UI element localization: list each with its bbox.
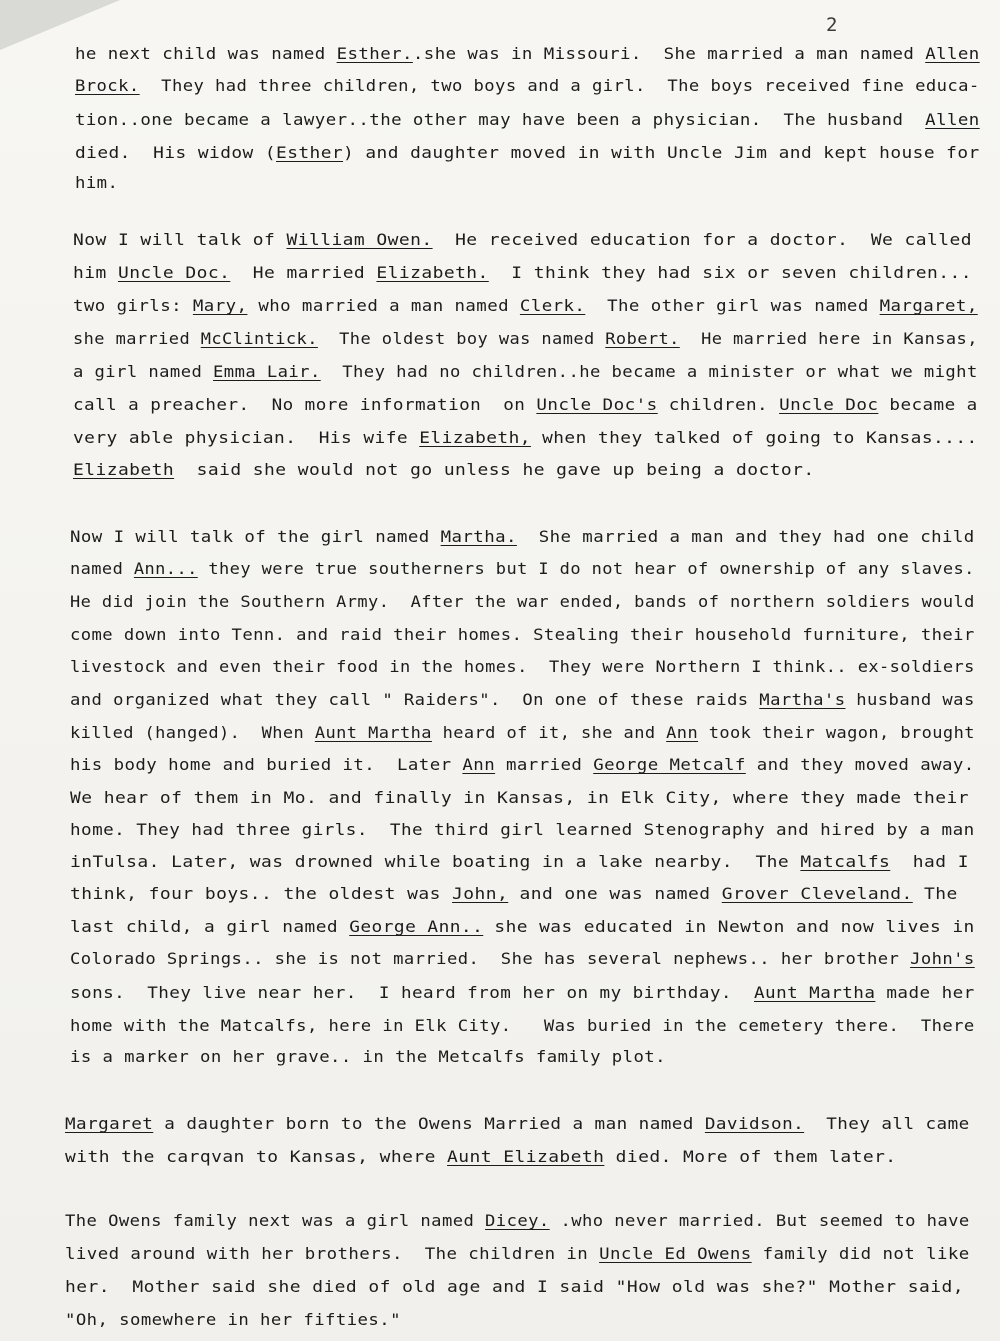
text-line — [70, 1047, 666, 1067]
text-segment: made her — [875, 983, 975, 1002]
text-line — [73, 230, 972, 250]
text-segment: ) and daughter moved in with Uncle Jim and kept house for — [343, 143, 980, 162]
underlined-name: Emma Lair. — [213, 362, 321, 381]
text-segment: .who never married. But seemed to have — [549, 1211, 970, 1230]
underlined-name: Ann... — [133, 559, 198, 578]
text-segment: his body home and buried it. Later — [70, 755, 463, 774]
text-line — [65, 1277, 964, 1297]
text-segment: .she was in Missouri. She married a man named — [412, 44, 926, 63]
text-segment: The — [912, 884, 958, 903]
text-segment: him — [73, 263, 118, 282]
text-segment: she was educated in Newton and now lives in — [483, 917, 975, 936]
text-segment: she married — [73, 329, 201, 348]
text-line — [70, 852, 969, 872]
text-segment: call a preacher. No more information on — [73, 395, 537, 414]
underlined-name: Margaret — [65, 1114, 154, 1133]
underlined-name: Allen — [925, 110, 980, 129]
text-line — [73, 428, 978, 448]
text-segment: heard of it, she and — [431, 723, 667, 742]
text-segment: died. More of them later. — [604, 1147, 897, 1166]
text-line — [75, 76, 980, 96]
text-segment: died. His widow ( — [75, 143, 277, 162]
underlined-name: Aunt Elizabeth — [447, 1147, 605, 1166]
text-segment: He received education for a doctor. We called — [432, 230, 972, 249]
text-line — [65, 1211, 970, 1231]
text-line — [70, 592, 975, 612]
text-segment: married — [495, 755, 594, 774]
text-segment: children. — [657, 395, 780, 414]
text-segment: lived around with her brothers. The children in — [65, 1244, 600, 1263]
text-segment: home with the Matcalfs, here in Elk City. Was buried in the cemetery there. There — [70, 1016, 975, 1035]
text-segment: a girl named — [73, 362, 214, 381]
text-segment: killed (hanged). When — [70, 723, 315, 742]
text-segment: She married a man and they had one child — [516, 527, 975, 546]
underlined-name: Elizabeth — [73, 460, 175, 479]
text-line — [65, 1114, 970, 1134]
underlined-name: Uncle Doc. — [117, 263, 231, 282]
underlined-name: Martha. — [440, 527, 517, 546]
underlined-name: Aunt Martha — [754, 983, 876, 1002]
underlined-name: William Owen. — [286, 230, 433, 249]
text-segment: who married a man named — [247, 296, 520, 315]
text-segment: I think they had six or seven children... — [488, 263, 972, 282]
text-segment: is a marker on her grave.. in the Metcalfs family plot. — [70, 1047, 666, 1066]
underlined-name: Elizabeth, — [419, 428, 531, 447]
underlined-name: Mary, — [192, 296, 248, 315]
text-segment: said she would not go unless he gave up being a doctor. — [174, 460, 815, 479]
text-line — [70, 983, 975, 1003]
underlined-name: Ann — [666, 723, 699, 742]
text-segment: sons. They live near her. I heard from her on my birthday. — [70, 983, 755, 1002]
underlined-name: Esther — [276, 143, 344, 162]
underlined-name: Martha's — [759, 690, 846, 709]
text-segment: had I — [890, 852, 969, 871]
text-segment: They had no children..he became a minister or what we might — [320, 362, 978, 381]
underlined-name: McClintick. — [200, 329, 318, 348]
text-segment: The oldest boy was named — [317, 329, 606, 348]
underlined-name: Dicey. — [485, 1211, 550, 1230]
text-segment: The Owens family next was a girl named — [65, 1211, 486, 1230]
text-segment: him. — [75, 173, 119, 192]
text-line — [65, 1310, 401, 1330]
text-line — [73, 296, 978, 316]
text-segment: her. Mother said she died of old age and I said "How old was she?" Mother said, — [65, 1277, 964, 1296]
underlined-name: Elizabeth. — [376, 263, 489, 282]
text-line — [65, 1147, 897, 1167]
text-line — [73, 395, 978, 415]
underlined-name: Ann — [462, 755, 496, 774]
text-line — [73, 460, 815, 480]
text-segment: when they talked of going to Kansas.... — [530, 428, 978, 447]
text-segment: We hear of them in Mo. and finally in Kansas, in Elk City, where they made their — [70, 788, 969, 807]
text-segment: a daughter born to the Owens Married a man named — [153, 1114, 705, 1133]
text-line — [70, 788, 969, 808]
underlined-name: Aunt Martha — [314, 723, 432, 742]
text-line — [70, 949, 975, 969]
text-segment: "Oh, somewhere in her fifties." — [65, 1310, 401, 1329]
underlined-name: Margaret, — [879, 296, 978, 315]
text-line — [75, 44, 980, 64]
page-corner-fold — [0, 0, 120, 50]
text-segment: He married — [230, 263, 377, 282]
text-segment: and they moved away. — [745, 755, 975, 774]
text-line — [70, 723, 975, 743]
text-segment: family did not like — [751, 1244, 970, 1263]
underlined-name: Clerk. — [519, 296, 586, 315]
underlined-name: Uncle Doc's — [536, 395, 658, 414]
text-segment: Colorado Springs.. she is not married. She has several nephews.. her brother — [70, 949, 911, 968]
text-segment: with the carqvan to Kansas, where — [65, 1147, 448, 1166]
text-line — [70, 884, 958, 904]
text-line — [65, 1244, 970, 1264]
text-line — [70, 657, 975, 677]
text-line — [73, 263, 972, 283]
text-segment: He married here in Kansas, — [679, 329, 978, 348]
text-line — [70, 625, 975, 645]
text-line — [70, 559, 975, 579]
text-segment: and organized what they call " Raiders". On one of these raids — [70, 690, 760, 709]
underlined-name: John's — [910, 949, 975, 968]
text-segment: they were true southerners but I do not hear of ownership of any slaves. — [197, 559, 975, 578]
text-line — [75, 143, 980, 163]
text-line — [70, 820, 975, 840]
text-segment: named — [70, 559, 134, 578]
text-segment: husband was — [845, 690, 975, 709]
text-segment: became a — [878, 395, 978, 414]
underlined-name: George Metcalf — [593, 755, 746, 774]
underlined-name: Matcalfs — [800, 852, 891, 871]
text-segment: Now I will talk of the girl named — [70, 527, 441, 546]
text-line — [75, 110, 980, 130]
text-segment: They had three children, two boys and a girl. The boys received fine educa- — [139, 76, 980, 95]
underlined-name: John, — [452, 884, 509, 903]
text-segment: two girls: — [73, 296, 193, 315]
underlined-name: Uncle Ed Owens — [599, 1244, 752, 1263]
underlined-name: Esther. — [336, 44, 413, 63]
text-segment: last child, a girl named — [70, 917, 350, 936]
text-line — [70, 755, 975, 775]
text-segment: tion..one became a lawyer..the other may have been a physician. The husband — [75, 110, 926, 129]
text-segment: took their wagon, brought — [698, 723, 975, 742]
text-line — [70, 917, 975, 937]
underlined-name: Uncle Doc — [779, 395, 879, 414]
text-line — [73, 362, 978, 382]
text-line — [75, 173, 118, 193]
underlined-name: Brock. — [75, 76, 140, 95]
text-segment: inTulsa. Later, was drowned while boating in a lake nearby. The — [70, 852, 801, 871]
underlined-name: George Ann.. — [349, 917, 484, 936]
text-segment: Now I will talk of — [73, 230, 287, 249]
text-segment: very able physician. His wife — [73, 428, 420, 447]
text-segment: He did join the Southern Army. After the war ended, bands of northern soldiers would — [70, 592, 975, 611]
text-segment: home. They had three girls. The third girl learned Stenography and hired by a man — [70, 820, 975, 839]
text-line — [73, 329, 978, 349]
text-segment: They all came — [804, 1114, 970, 1133]
text-segment: think, four boys.. the oldest was — [70, 884, 453, 903]
underlined-name: Grover Cleveland. — [721, 884, 913, 903]
underlined-name: Robert. — [605, 329, 680, 348]
text-segment: he next child was named — [75, 44, 337, 63]
text-line — [70, 690, 975, 710]
page-number: 2 — [826, 14, 838, 36]
text-segment: livestock and even their food in the homes. They were Northern I think.. ex-soldiers — [70, 657, 975, 676]
text-line — [70, 1016, 975, 1036]
text-line — [70, 527, 975, 547]
text-segment: and one was named — [508, 884, 722, 903]
underlined-name: Allen — [925, 44, 980, 63]
text-segment: The other girl was named — [585, 296, 880, 315]
underlined-name: Davidson. — [704, 1114, 805, 1133]
text-segment: come down into Tenn. and raid their homes. Stealing their household furniture, their — [70, 625, 975, 644]
